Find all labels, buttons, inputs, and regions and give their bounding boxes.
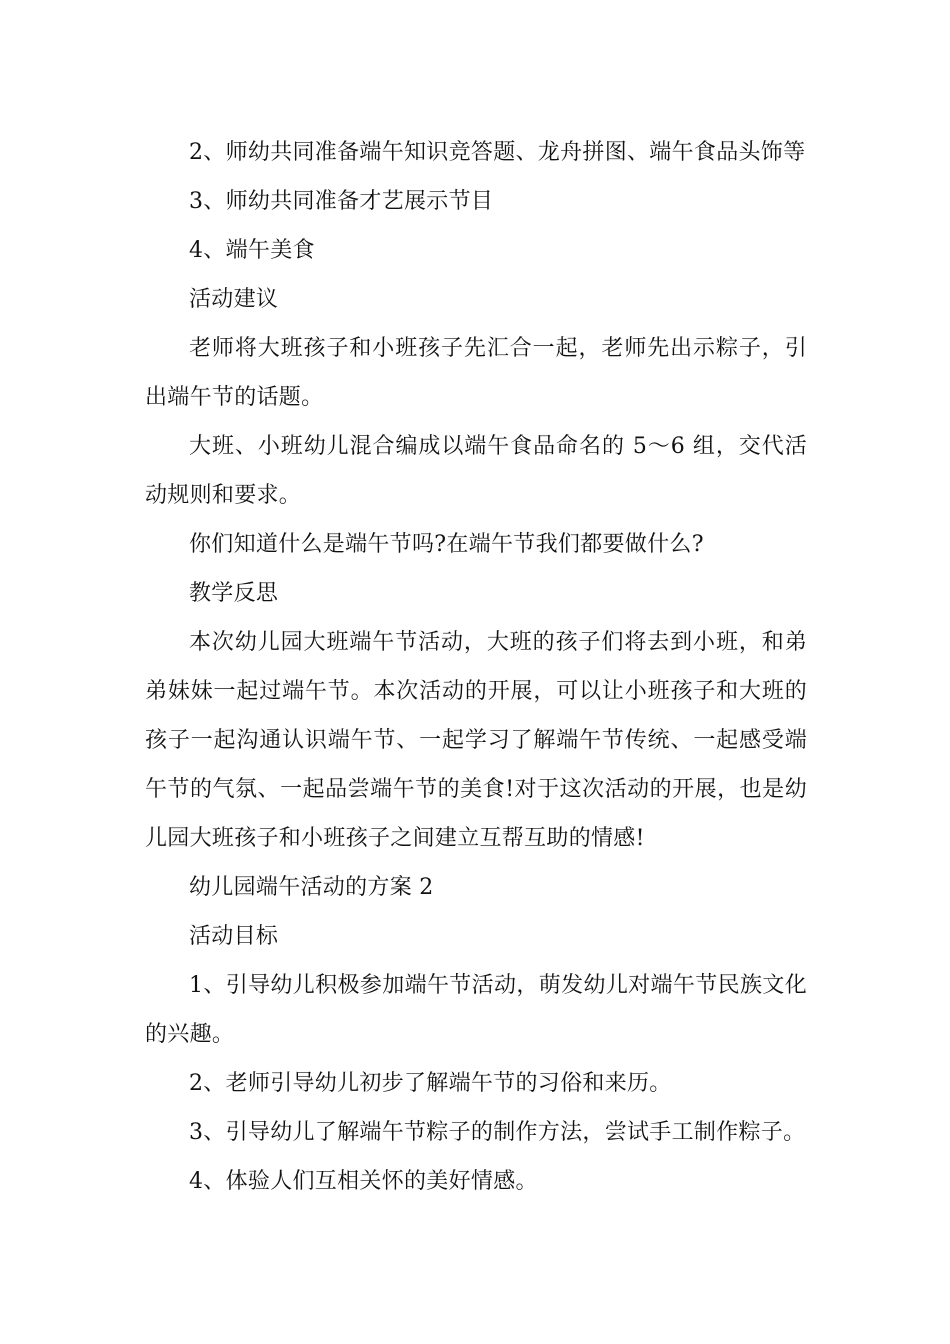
section-heading-goals: 活动目标: [189, 924, 279, 949]
section-heading-suggestions: 活动建议: [189, 287, 279, 312]
section-heading-reflection: 教学反思: [189, 581, 279, 606]
list-item-prep-4: 4、端午美食: [189, 238, 315, 263]
list-item-goal-4: 4、体验人们互相关怀的美好情感。: [189, 1169, 538, 1194]
paragraph-suggestion-2: 大班、小班幼儿混合编成以端午食品命名的 5～6 组，交代活动规则和要求。: [145, 434, 807, 508]
paragraph-suggestion-1: 老师将大班孩子和小班孩子先汇合一起，老师先出示粽子，引出端午节的话题。: [145, 336, 807, 410]
list-item-goal-1: 1、引导幼儿积极参加端午节活动，萌发幼儿对端午节民族文化的兴趣。: [145, 973, 807, 1047]
list-item-prep-3: 3、师幼共同准备才艺展示节目: [189, 189, 494, 214]
paragraph-question: 你们知道什么是端午节吗?在端午节我们都要做什么?: [189, 532, 704, 557]
list-item-goal-2: 2、老师引导幼儿初步了解端午节的习俗和来历。: [189, 1071, 672, 1096]
document-body: [145, 128, 807, 1206]
section-heading-plan-2: 幼儿园端午活动的方案 2: [189, 875, 434, 900]
list-item-goal-3: 3、引导幼儿了解端午节粽子的制作方法，尝试手工制作粽子。: [189, 1120, 806, 1145]
list-item-prep-2: 2、师幼共同准备端午知识竞答题、龙舟拼图、端午食品头饰等: [189, 140, 806, 165]
paragraph-reflection: 本次幼儿园大班端午节活动，大班的孩子们将去到小班，和弟弟妹妹一起过端午节。本次活动的开展，可以让小班孩子和大班的孩子一起沟通认识端午节、一起学习了解端午节传统、一起感受端午节的气氛、一起品尝端午节的美食!对于这次活动的开展，也是幼儿园大班孩子和小班孩子之间建立互帮互助的情感!: [145, 630, 807, 851]
